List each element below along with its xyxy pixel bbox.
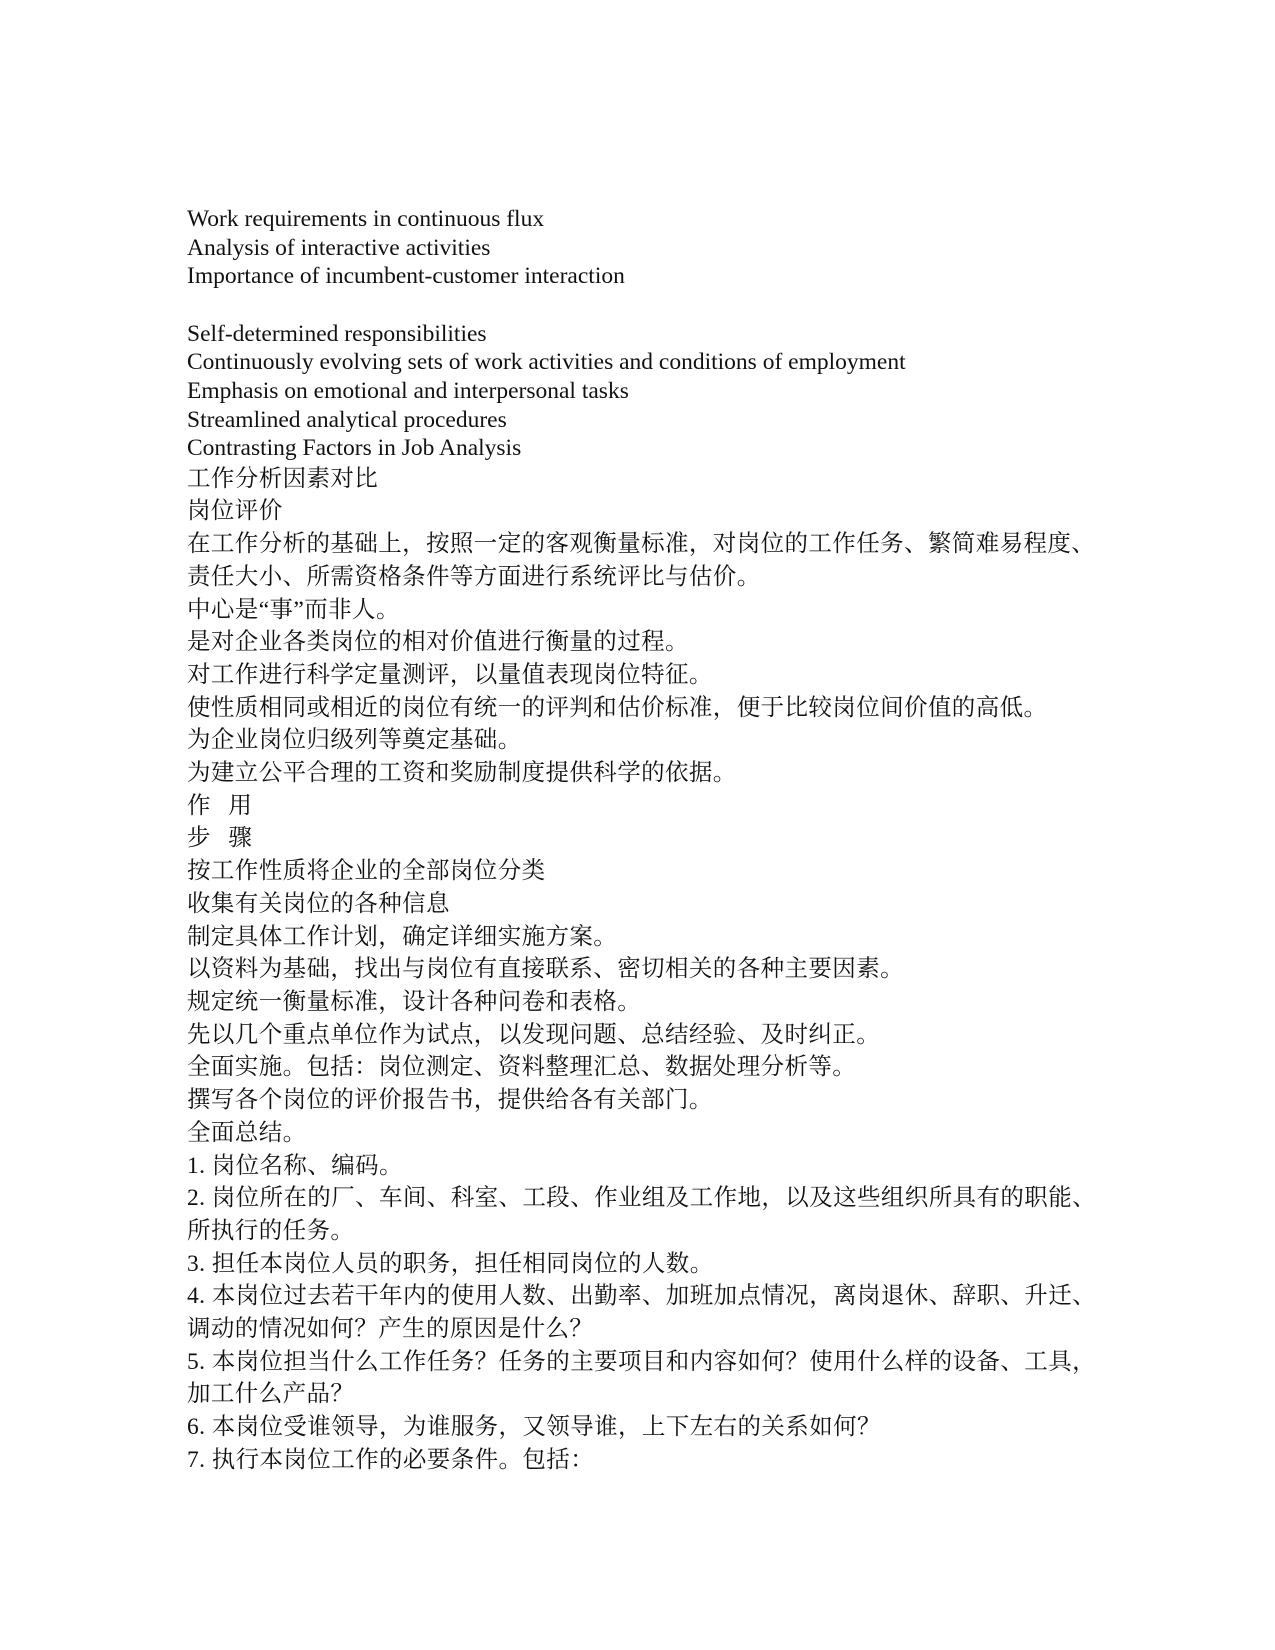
numbered-item: 2. 岗位所在的厂、车间、科室、工段、作业组及工作地，以及这些组织所具有的职能、所执行的任务。 [187, 1185, 1096, 1244]
chinese-section [187, 463, 1107, 1477]
step-item: 撰写各个岗位的评价报告书，提供给各有关部门。 [187, 1087, 713, 1114]
text-line: Analysis of interactive activities [187, 234, 491, 261]
text-line: Continuously evolving sets of work activities and conditions of employment [187, 349, 906, 376]
text-line: 是对企业各类岗位的相对价值进行衡量的过程。 [187, 629, 689, 656]
section-heading: 作 用 [187, 792, 258, 819]
text-line: Work requirements in continuous flux [187, 206, 545, 232]
step-item: 按工作性质将企业的全部岗位分类 [187, 858, 546, 885]
step-item: 以资料为基础，找出与岗位有直接联系、密切相关的各种主要因素。 [187, 956, 904, 983]
text-line: Emphasis on emotional and interpersonal tasks [187, 377, 629, 404]
step-item: 全面总结。 [187, 1119, 307, 1146]
step-item: 收集有关岗位的各种信息 [187, 890, 450, 917]
numbered-item: 4. 本岗位过去若干年内的使用人数、出勤率、加班加点情况，离岗退休、辞职、升迁、调动的情况如何？产生的原因是什么？ [187, 1283, 1096, 1343]
document-body [187, 205, 1107, 1477]
text-line: 为建立公平合理的工资和奖励制度提供科学的依据。 [187, 760, 737, 787]
text-line: 中心是“事”而非人。 [187, 596, 400, 623]
text-line: Self-determined responsibilities [187, 320, 487, 347]
text-line: Contrasting Factors in Job Analysis [187, 435, 522, 462]
english-paragraph-2 [187, 320, 1107, 463]
numbered-item: 6. 本岗位受谁领导，为谁服务，又领导谁，上下左右的关系如何？ [187, 1414, 881, 1441]
numbered-item: 3. 担任本岗位人员的职务，担任相同岗位的人数。 [187, 1250, 714, 1277]
numbered-item: 5. 本岗位担当什么工作任务？任务的主要项目和内容如何？使用什么样的设备、工具，加工什么产品？ [187, 1348, 1096, 1408]
text-line: 为企业岗位归级列等奠定基础。 [187, 727, 522, 754]
step-item: 先以几个重点单位作为试点，以发现问题、总结经验、及时纠正。 [187, 1021, 881, 1048]
numbered-item: 7. 执行本岗位工作的必要条件。包括： [187, 1446, 595, 1473]
definition-paragraph: 在工作分析的基础上，按照一定的客观衡量标准，对岗位的工作任务、繁简难易程度、责任大小、所需资格条件等方面进行系统评比与估价。 [187, 531, 1096, 590]
text-line: Importance of incumbent-customer interaction [187, 263, 625, 290]
numbered-item: 1. 岗位名称、编码。 [187, 1152, 403, 1179]
section-heading: 工作分析因素对比 [187, 465, 379, 492]
section-heading: 步 骤 [187, 825, 258, 852]
text-line: Streamlined analytical procedures [187, 406, 507, 433]
step-item: 全面实施。包括：岗位测定、资料整理汇总、数据处理分析等。 [187, 1054, 857, 1081]
text-line: 使性质相同或相近的岗位有统一的评判和估价标准，便于比较岗位间价值的高低。 [187, 694, 1048, 721]
step-item: 规定统一衡量标准，设计各种问卷和表格。 [187, 989, 642, 1015]
text-line: 对工作进行科学定量测评，以量值表现岗位特征。 [187, 661, 713, 688]
paragraph-gap [187, 291, 1107, 320]
english-paragraph-1 [187, 205, 1107, 291]
step-item: 制定具体工作计划，确定详细实施方案。 [187, 923, 618, 950]
section-heading: 岗位评价 [187, 498, 283, 525]
